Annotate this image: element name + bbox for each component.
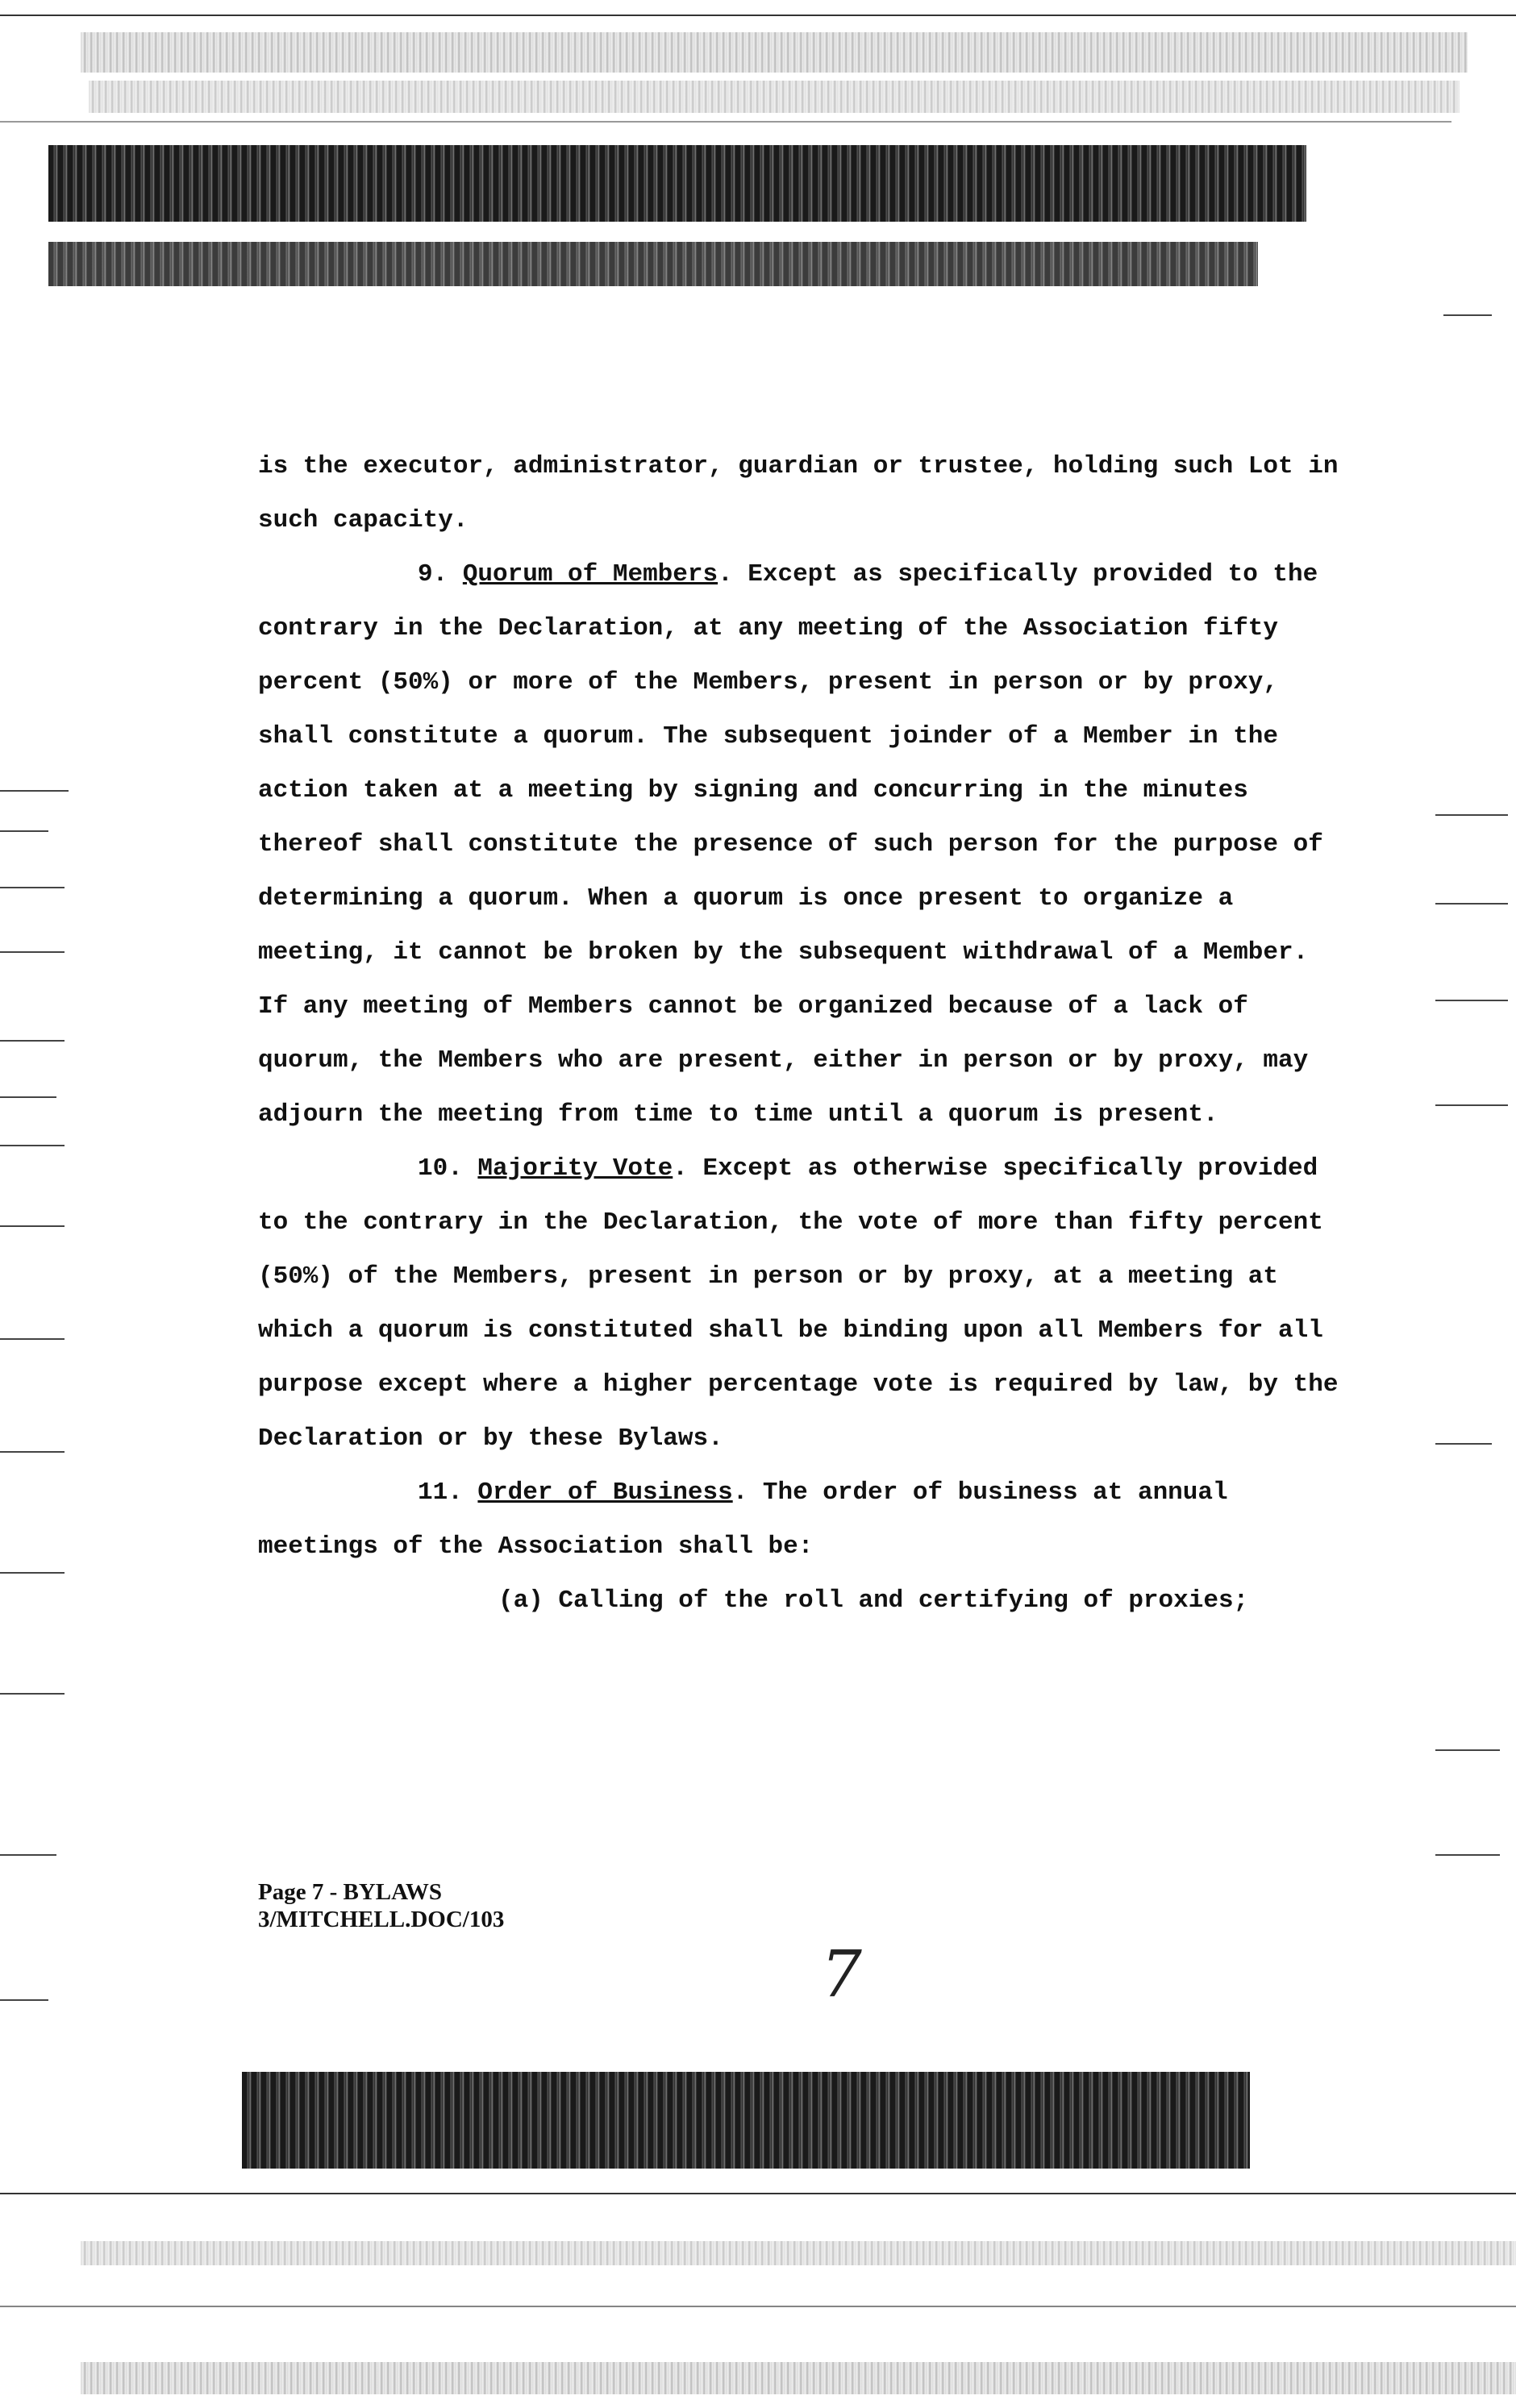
section-11-number: 11. — [418, 1478, 463, 1507]
opening-paragraph: is the executor, administrator, guardian or trustee, holding such Lot in such capacity. — [258, 452, 1339, 534]
section-10 — [258, 1142, 1339, 1466]
section-10-number: 10. — [418, 1154, 463, 1183]
section-11-item-a: (a) Calling of the roll and certifying of proxies; — [498, 1587, 1249, 1615]
section-9-title: Quorum of Members — [462, 560, 718, 588]
section-11-title: Order of Business — [477, 1478, 733, 1507]
section-10-title: Majority Vote — [477, 1154, 673, 1183]
handwritten-page-number: 7 — [821, 1936, 862, 2011]
section-9 — [258, 547, 1339, 1142]
page-footer — [258, 1878, 504, 1933]
footer-page-label: Page 7 - BYLAWS — [258, 1879, 442, 1905]
section-9-number: 9. — [418, 560, 448, 588]
document-body — [258, 439, 1339, 1628]
section-11 — [258, 1466, 1339, 1574]
footer-doc-ref: 3/MITCHELL.DOC/103 — [258, 1907, 505, 1932]
section-9-body: . Except as specifically provided to the contrary in the Declaration, at any meeting of the Association fifty percent (50%) or more of the Members, present in person or by proxy, shall constitute a quorum. The subsequent joinder of a Member in the action taken at a meeting by signing and concurring in the minutes thereof shall constitute the presence of such person for the purpose of determining a quorum. When a quorum is once present to organize a meeting, it cannot be broken by the subsequent withdrawal of a Member. If any meeting of Members cannot be organized because of a lack of quorum, the Members who are present, either in person or by proxy, may adjourn the meeting from time to time until a quorum is present. — [258, 560, 1323, 1129]
section-11-body: . The order of business at annual meetings of the Association shall be: — [258, 1478, 1228, 1561]
section-10-body: . Except as otherwise specifically provided to the contrary in the Declaration, the vote of more than fifty percent (50%) of the Members, present in person or by proxy, at a meeting at which a quorum is constituted shall be binding upon all Members for all purpose except where a higher percentage vote is required by law, by the Declaration or by these Bylaws. — [258, 1154, 1339, 1453]
